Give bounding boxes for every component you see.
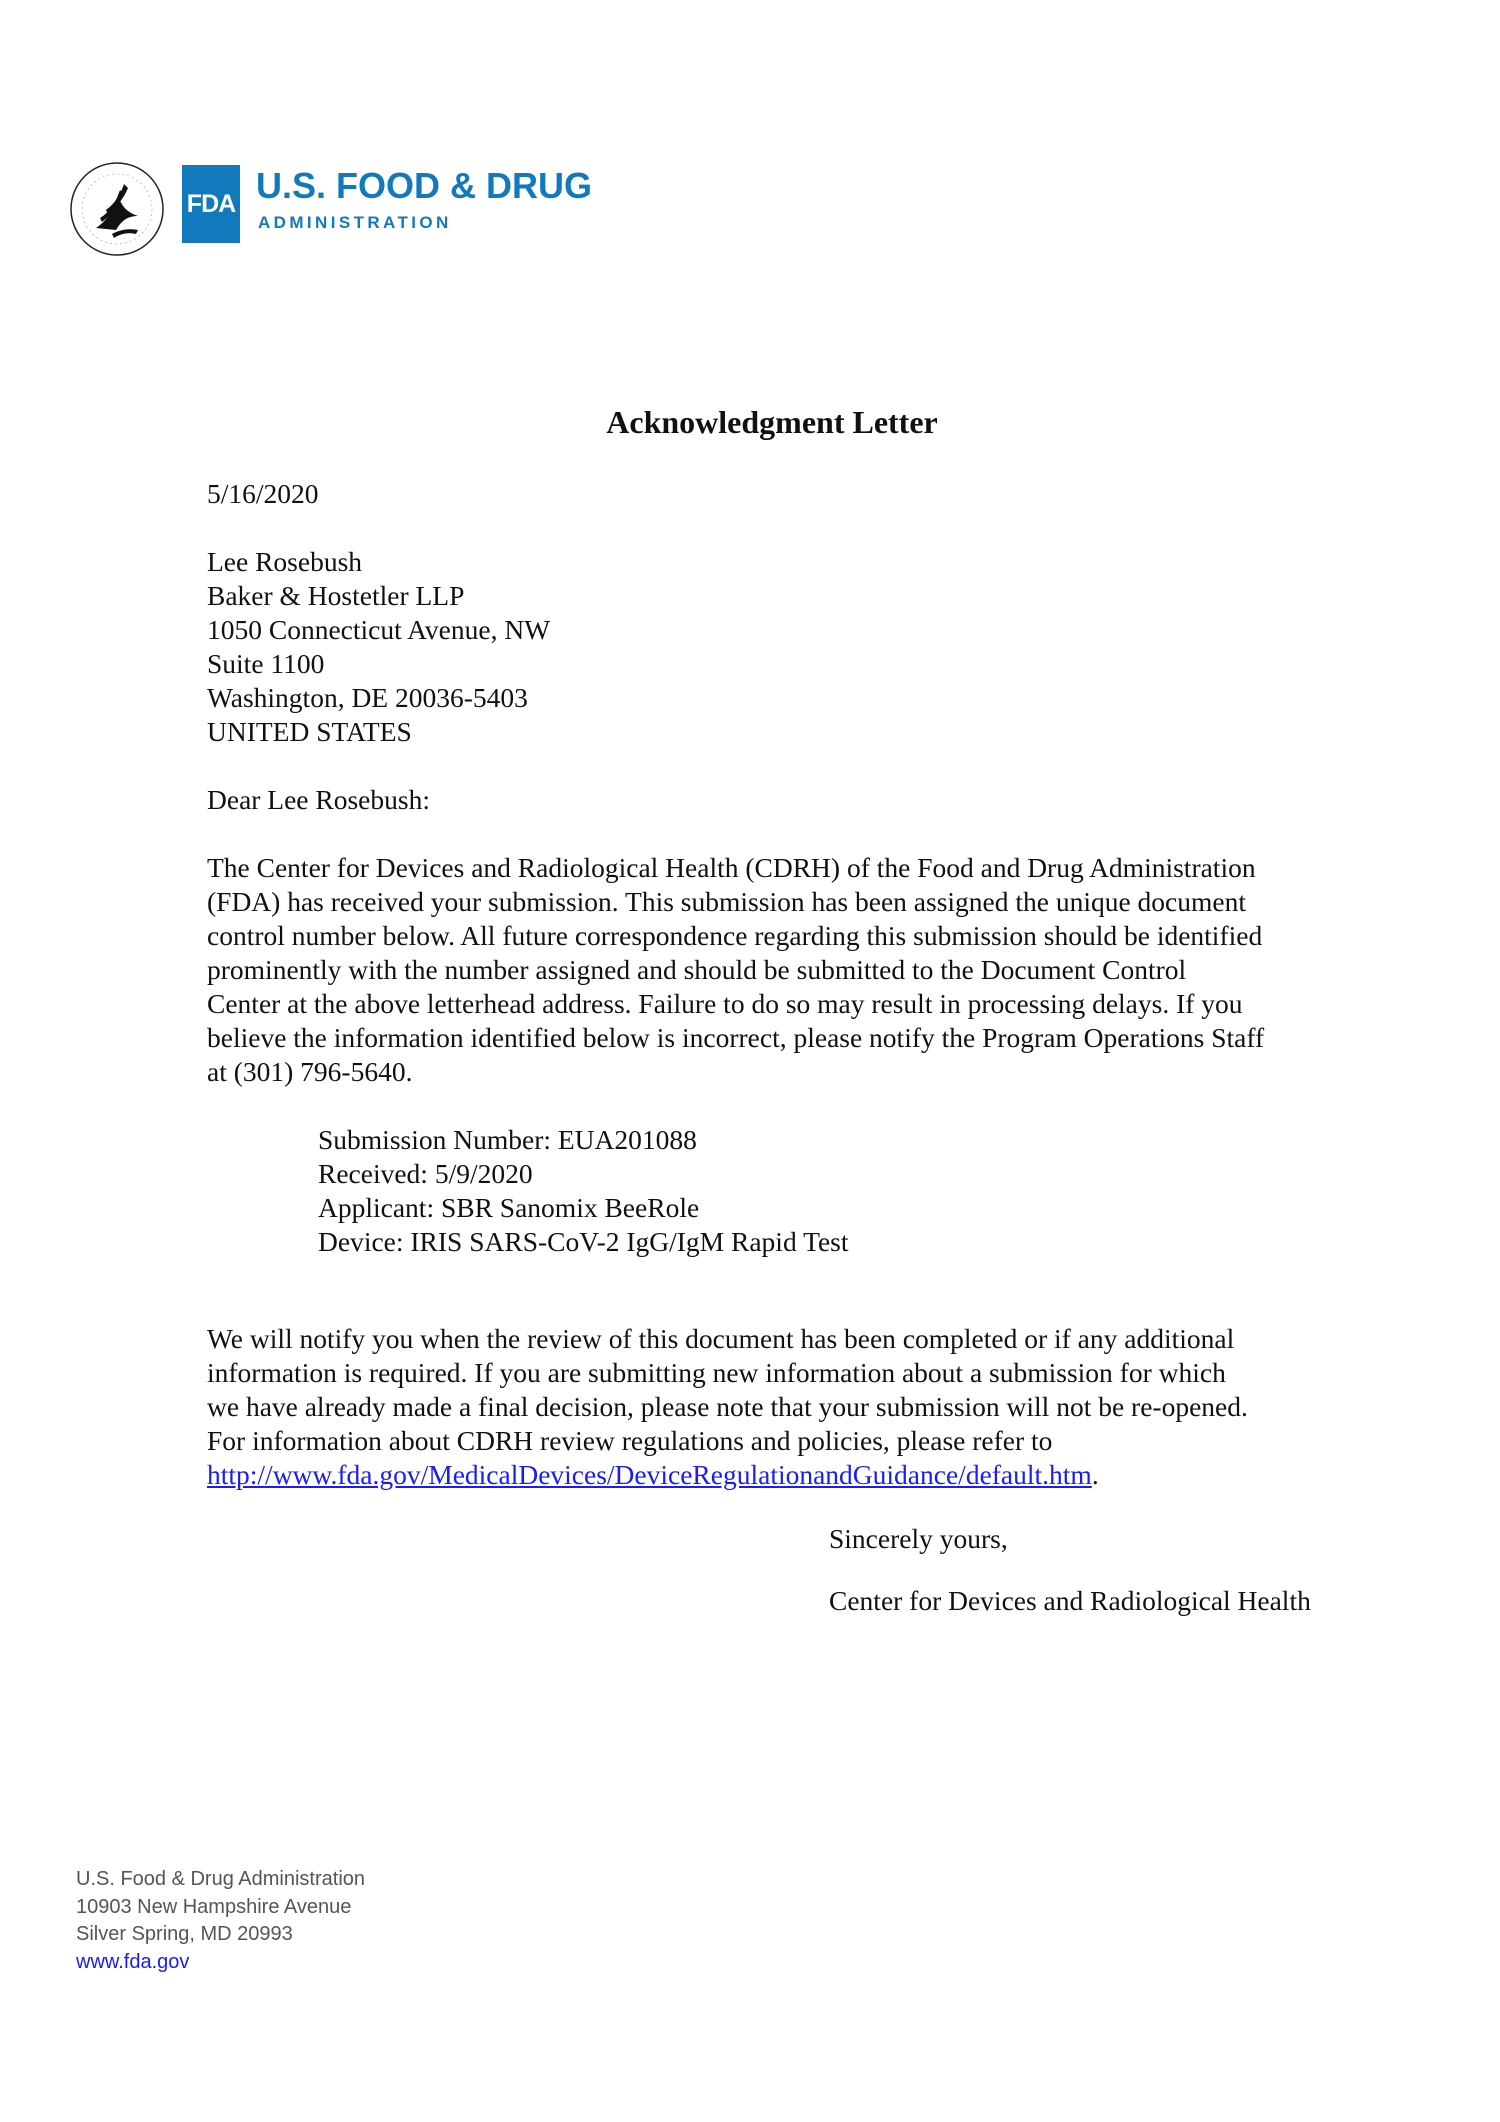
address-line: 1050 Connecticut Avenue, NW [207,614,551,645]
paragraph-line: at (301) 796-5640. [207,1056,413,1087]
address-line: Baker & Hostetler LLP [207,580,465,611]
agency-subtitle: ADMINISTRATION [258,213,452,232]
intro-paragraph [207,851,1357,1089]
footer-website-link[interactable]: www.fda.gov [76,1950,190,1973]
received-date: Received: 5/9/2020 [318,1158,533,1189]
letter-date: 5/16/2020 [207,478,319,509]
paragraph-line: prominently with the number assigned and should be submitted to the Document Control [207,954,1187,985]
footer-address [76,1866,365,1976]
paragraph-line: information is required. If you are submitting new information about a submission for which [207,1357,1226,1388]
submission-number: Submission Number: EUA201088 [318,1124,697,1155]
paragraph-line: we have already made a final decision, please note that your submission will not be re-opened. [207,1391,1248,1422]
closing-salutation: Sincerely yours, [829,1523,1008,1554]
link-suffix: . [1091,1459,1099,1490]
fda-logo-box: FDA [182,165,240,243]
footer-city: Silver Spring, MD 20993 [76,1923,293,1945]
cdrh-guidance-link[interactable]: http://www.fda.gov/MedicalDevices/DeviceRegulationandGuidance/default.htm [207,1459,1092,1490]
paragraph-line: For information about CDRH review regulations and policies, please refer to [207,1425,1053,1456]
paragraph-line: believe the information identified below is incorrect, please notify the Program Operations Staff [207,1022,1265,1053]
address-line: UNITED STATES [207,716,412,747]
applicant: Applicant: SBR Sanomix BeeRole [318,1192,700,1223]
paragraph-line: control number below. All future correspondence regarding this submission should be identified [207,920,1263,951]
paragraph-line-link [207,1458,1357,1492]
agency-name: U.S. FOOD & DRUG [256,165,593,206]
submission-details [318,1123,849,1259]
recipient-address [207,545,1357,749]
device: Device: IRIS SARS-CoV-2 IgG/IgM Rapid Test [318,1226,849,1257]
paragraph-line: Center at the above letterhead address. Failure to do so may result in processing delays. If you [207,988,1243,1019]
hhs-eagle-seal-icon [66,158,168,260]
address-line: Suite 1100 [207,648,325,679]
paragraph-line: The Center for Devices and Radiological Health (CDRH) of the Food and Drug Administration [207,852,1256,883]
paragraph-line: We will notify you when the review of this document has been completed or if any additional [207,1323,1235,1354]
address-line: Lee Rosebush [207,546,363,577]
footer-street: 10903 New Hampshire Avenue [76,1895,352,1918]
footer-org: U.S. Food & Drug Administration [76,1868,366,1890]
closing-paragraph [207,1322,1357,1492]
paragraph-line: (FDA) has received your submission. This submission has been assigned the unique document [207,886,1246,917]
signer: Center for Devices and Radiological Health [829,1585,1311,1616]
letter-title: Acknowledgment Letter [606,404,938,440]
salutation: Dear Lee Rosebush: [207,784,430,815]
address-line: Washington, DE 20036-5403 [207,682,528,713]
